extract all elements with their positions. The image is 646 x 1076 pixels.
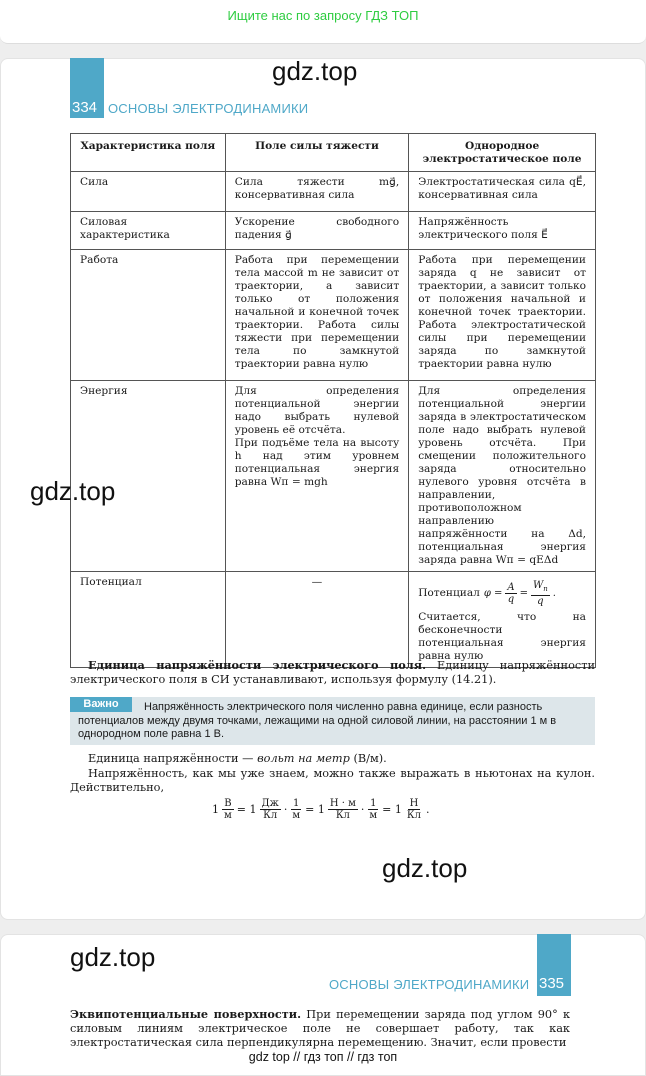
unit-line bbox=[70, 752, 595, 766]
gravity-cell: — bbox=[225, 572, 408, 668]
gravity-cell: Ускорение свободного падения g⃗ bbox=[225, 212, 408, 250]
newton-paragraph: Напряжённость, как мы уже знаем, можно также выражать в ньютонах на кулон. Действительно, bbox=[70, 767, 595, 794]
potential-infinity-text: Считается, что на бесконечности потенциальная энергия равна нулю bbox=[418, 611, 586, 662]
bottom-links[interactable]: gdz top // гдз топ // гдз топ bbox=[248, 1050, 398, 1064]
top-banner bbox=[0, 0, 646, 44]
equipotential-paragraph bbox=[70, 1007, 570, 1049]
page-number: 335 bbox=[539, 975, 565, 992]
gravity-cell: Работа при перемещении тела массой m не зависит от траектории, а зависит только от положения начальной и конечной точек траектории. Работа силы тяжести при перемещении тела по замкнутой траектории равна нулю bbox=[225, 250, 408, 381]
electric-cell bbox=[409, 572, 596, 668]
running-head: ОСНОВЫ ЭЛЕКТРОДИНАМИКИ bbox=[329, 977, 530, 992]
equipotential-heading: Эквипотенциальные поверхности. bbox=[70, 1007, 302, 1021]
gravity-cell bbox=[225, 381, 408, 572]
important-box bbox=[70, 697, 595, 745]
table-header: Поле силы тяжести bbox=[225, 134, 408, 172]
electric-cell: Напряжённость электрического поля E⃗ bbox=[409, 212, 596, 250]
equipotential-body: При перемещении заряда под углом 90° к силовым линиям электрическое поле не совершает работу, так как электростатическая сила перпендикулярна перемещению. Значит, если провести bbox=[70, 1008, 570, 1049]
unit-paragraph-body: Единицу напряжённости электрического поля в СИ устанавливают, используя формулу (14.21). bbox=[70, 659, 595, 686]
unit-line-pre: Единица напряжённости — bbox=[88, 752, 258, 765]
table-row bbox=[71, 250, 596, 381]
row-name: Сила bbox=[71, 172, 226, 212]
gravity-cell: Сила тяжести mg⃗, консервативная сила bbox=[225, 172, 408, 212]
row-name: Потенциал bbox=[71, 572, 226, 668]
unit-paragraph bbox=[70, 658, 595, 687]
watermark: gdz.top bbox=[70, 942, 156, 972]
search-banner-link[interactable]: Ищите нас по запросу ГДЗ ТОП bbox=[227, 8, 419, 23]
unit-conversion-formula: 1 $\frac{В}{м}$ = 1 $\frac{Дж}{Кл}$ · $\frac{1}{м}$ = 1 $\frac{Н \cdot м}{Кл}$ · $\frac{1}{м}$ = 1 $\frac{Н}{Кл}$ . bbox=[212, 798, 430, 821]
electric-cell: Работа при перемещении заряда q не зависит от траектории, а зависит только от положения начальной и конечной точек траектории. Работа электростатической силы при перемещении заряда по замкнутой траектории равна нулю bbox=[409, 250, 596, 381]
table-header: Характеристика поля bbox=[71, 134, 226, 172]
table-row bbox=[71, 172, 596, 212]
energy-zero-level-text: Для определения потенциальной энергии надо выбрать нулевой уровень её отсчёта. bbox=[234, 385, 400, 436]
important-text: Напряжённость электрического поля численно равна единице, если разность потенциалов между двумя точками, лежащими на одной силовой линии, на расстоянии 1 м в однородном поле равна 1 В. bbox=[78, 701, 557, 740]
table-header-row bbox=[71, 134, 596, 172]
row-name: Энергия bbox=[71, 381, 226, 572]
page-number: 334 bbox=[72, 99, 98, 116]
table-row bbox=[71, 212, 596, 250]
watermark: gdz.top bbox=[382, 853, 468, 883]
potential-label: Потенциал bbox=[418, 587, 480, 599]
row-name: Работа bbox=[71, 250, 226, 381]
unit-line-post: (В/м). bbox=[349, 752, 387, 765]
watermark: gdz.top bbox=[30, 476, 116, 506]
energy-height-text: При подъёме тела на высоту h над этим уровнем потенциальная энергия равна Wп = mgh bbox=[234, 437, 400, 488]
electric-cell: Электростатическая сила qE⃗, консервативная сила bbox=[409, 172, 596, 212]
row-name: Силовая характеристика bbox=[71, 212, 226, 250]
potential-formula: φ = $\frac{A}{q}$ = $\frac{W_п}{q}$ . bbox=[483, 580, 556, 607]
running-head: ОСНОВЫ ЭЛЕКТРОДИНАМИКИ bbox=[108, 101, 309, 116]
table-header: Однородное электростатическое поле bbox=[409, 134, 596, 172]
unit-line-italic: вольт на метр bbox=[257, 752, 350, 765]
table-row bbox=[71, 572, 596, 668]
unit-paragraph-heading: Единица напряжённости электрического поля. bbox=[88, 658, 426, 672]
watermark: gdz.top bbox=[272, 56, 358, 86]
table-row bbox=[71, 381, 596, 572]
electric-cell: Для определения потенциальной энергии заряда в электростатическом поле надо выбрать нулевой уровень отсчёта. При смещении положительного заряда относительно нулевого уровня отсчёта в направлении, противоположном направлению напряжённости на Δd, потенциальная энергия заряда равна Wп = qEΔd bbox=[409, 381, 596, 572]
important-label: Важно bbox=[70, 697, 132, 712]
comparison-table bbox=[70, 133, 596, 668]
